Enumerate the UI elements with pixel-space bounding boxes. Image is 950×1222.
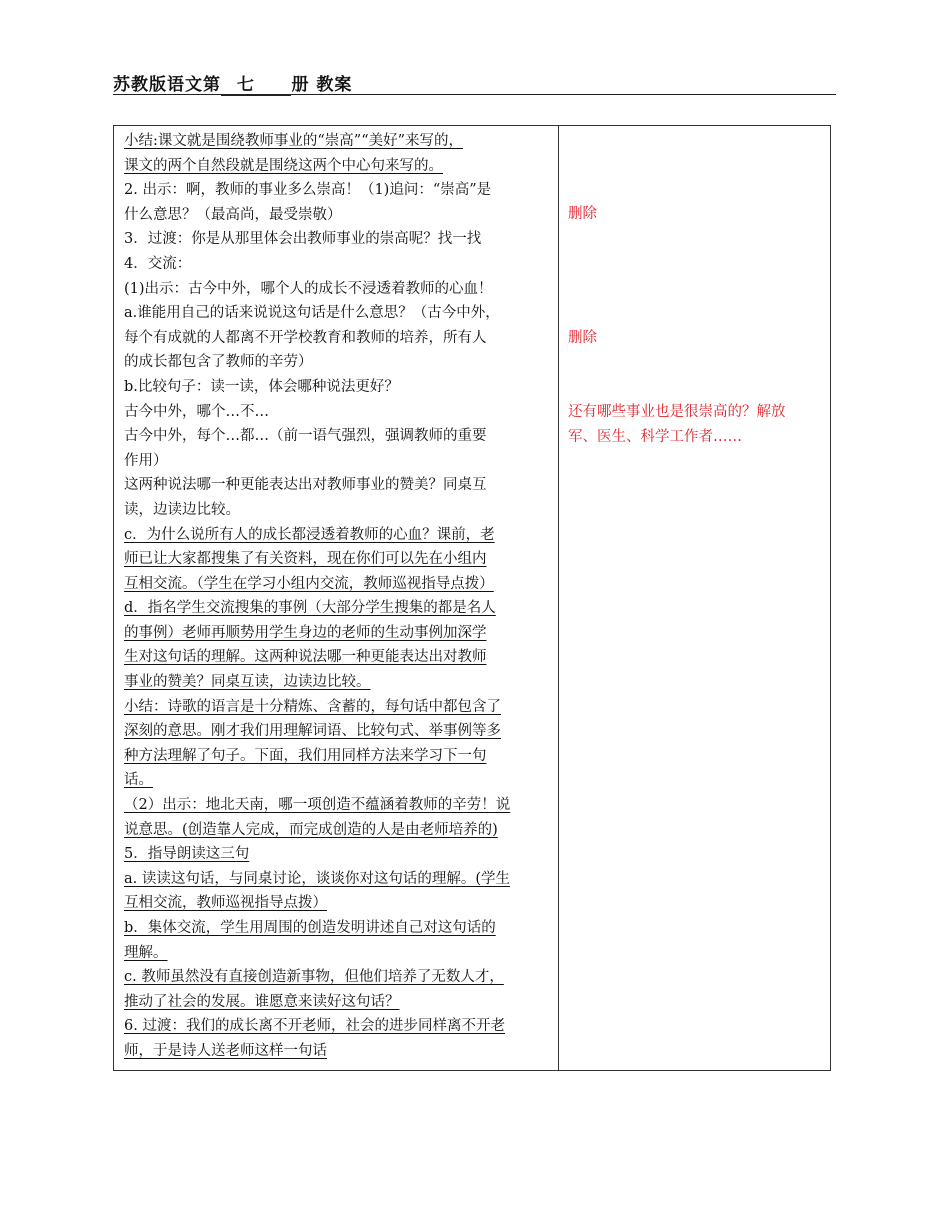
text-line: 话。 (124, 772, 153, 789)
text-line: 的事例）老师再顺势用学生身边的老师的生动事例加深学 (124, 624, 487, 641)
text-line: 推动了社会的发展。谁愿意来读好这句话？ (124, 993, 400, 1010)
text-line: 这两种说法哪一种更能表达出对教师事业的赞美？同桌互 (124, 477, 487, 494)
text-line: a. 读读这句话，与同桌讨论，谈谈你对这句话的理解。(学生 (124, 870, 511, 887)
text-line: b．集体交流，学生用周围的创造发明讲述自己对这句话的 (124, 920, 496, 936)
header-title (113, 70, 352, 96)
text-line: d．指名学生交流搜集的事例（大部分学生搜集的都是名人 (124, 600, 496, 617)
annotation-line: 还有哪些事业也是很崇高的？解放 (568, 404, 786, 420)
text-line: 读，边读边比较。 (124, 501, 240, 518)
text-line: 事业的赞美？同桌互读，边读边比较。 (124, 674, 371, 691)
lesson-plan-table (113, 125, 831, 1071)
text-line: a.谁能用自己的话来说说这句话是什么意思？（古今中外， (124, 305, 500, 322)
column-divider (558, 126, 559, 1070)
text-line: b.比较句子：读一读，体会哪种说法更好？ (124, 378, 399, 395)
text-line: 小结：诗歌的语言是十分精炼、含蓄的，每句话中都包含了 (124, 698, 501, 715)
text-line: 师已让大家都搜集了有关资料，现在你们可以先在小组内 (124, 551, 487, 568)
header-title-prefix: 苏教版语文第 (113, 75, 221, 95)
text-line: 作用） (124, 452, 168, 469)
teaching-process-column (124, 129, 552, 1064)
text-line: 互相交流。（学生在学习小组内交流，教师巡视指导点拨） (124, 575, 494, 592)
text-line: 说意思。(创造靠人完成，而完成创造的人是由老师培养的) (124, 821, 498, 838)
text-line: 的成长都包含了教师的辛劳） (124, 354, 313, 371)
text-line: 古今中外，哪个…不… (124, 403, 269, 420)
text-line: （2）出示：地北天南，哪一项创造不蕴涵着教师的辛劳！说 (124, 797, 511, 814)
annotation-delete-2 (568, 326, 828, 351)
text-line: 深刻的意思。刚才我们用理解词语、比较句式、举事例等多 (124, 723, 501, 740)
text-line: (1)出示：古今中外，哪个人的成长不浸透着教师的心血！ (124, 280, 493, 297)
page-header (113, 70, 836, 95)
text-line: 古今中外，每个…都…（前一语气强烈，强调教师的重要 (124, 428, 487, 445)
text-line: 2. 出示：啊，教师的事业多么崇高！（1)追问：“崇高”是 (124, 182, 492, 199)
text-line: 互相交流，教师巡视指导点拨） (124, 895, 327, 912)
text-line: c．为什么说所有人的成长都浸透着教师的心血？课前，老 (124, 526, 495, 543)
header-volume: 七 (236, 75, 255, 95)
text-line: 理解。 (124, 944, 168, 961)
text-line: 什么意思？（最高尚，最受崇敬） (124, 206, 342, 223)
text-line: 生对这句话的理解。这两种说法哪一种更能表达出对教师 (124, 649, 487, 666)
text-line: 5．指导朗读这三句 (124, 846, 250, 863)
header-volume-blank (221, 70, 291, 96)
text-line: 3．过渡：你是从那里体会出教师事业的崇高呢？找一找 (124, 231, 482, 248)
annotation-delete-1 (568, 202, 828, 227)
text-line: 课文的两个自然段就是围绕这两个中心句来写的。 (124, 157, 443, 174)
text-line: 4．交流： (124, 255, 192, 272)
text-line: 每个有成就的人都离不开学校教育和教师的培养，所有人 (124, 329, 487, 346)
text-line: 师，于是诗人送老师这样一句话 (124, 1042, 327, 1059)
text-line: 小结:课文就是围绕教师事业的“崇高”“美好”来写的， (124, 133, 464, 149)
text-line: 6. 过渡：我们的成长离不开老师，社会的进步同样离不开老 (124, 1018, 505, 1035)
annotation-note-3 (568, 400, 828, 449)
annotation-text: 删除 (568, 206, 597, 222)
text-line: 种方法理解了句子。下面，我们用同样方法来学习下一句 (124, 747, 487, 764)
annotation-line: 军、医生、科学工作者…… (568, 428, 742, 445)
annotation-text: 删除 (568, 330, 597, 346)
header-title-suffix: 册 教案 (291, 75, 353, 95)
text-line: c. 教师虽然没有直接创造新事物，但他们培养了无数人才， (124, 969, 504, 986)
